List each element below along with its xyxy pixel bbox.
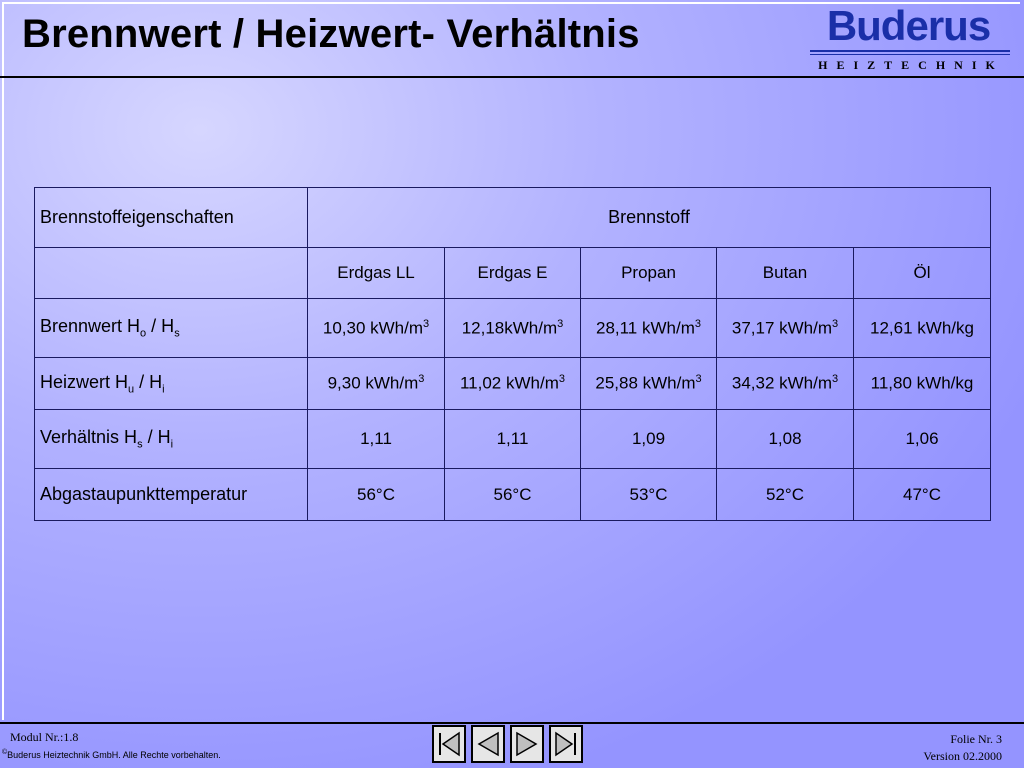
- row-label-abgastaupunkt: [35, 469, 308, 521]
- cell-value: 25,88 kWh/m: [595, 373, 696, 393]
- value-cell: [717, 299, 854, 358]
- value-cell: [717, 410, 854, 469]
- cell-unit-exponent: 3: [557, 317, 564, 330]
- fuel-properties-table: [34, 187, 991, 521]
- copyright-notice: [2, 749, 221, 760]
- cell-unit-exponent: 3: [423, 317, 430, 330]
- value-cell: [854, 358, 991, 410]
- value-cell: [717, 358, 854, 410]
- footer-slide-info: [923, 731, 1002, 765]
- cell-value: 37,17 kWh/m: [731, 318, 833, 338]
- footer-divider: [0, 722, 1024, 724]
- row-label-sep: / H: [146, 316, 175, 337]
- cell-value: 11,80 kWh/kg: [870, 373, 974, 393]
- empty-header-cell: [35, 248, 308, 299]
- row-label-sub: s: [137, 438, 143, 451]
- cell-value: 34,32 kWh/m: [731, 373, 833, 393]
- table-row: [35, 410, 991, 469]
- next-slide-button[interactable]: [510, 725, 544, 763]
- footer-module-info: [2, 730, 221, 760]
- logo-wordmark: Buderus: [826, 2, 991, 49]
- value-cell: [308, 469, 445, 521]
- logo-rule: [810, 50, 1010, 52]
- value-cell: [308, 410, 445, 469]
- version-label: Version 02.2000: [923, 749, 1002, 763]
- last-slide-button[interactable]: [549, 725, 583, 763]
- value-cell: [581, 358, 717, 410]
- slide-title: Brennwert / Heizwert- Verhältnis: [22, 12, 640, 56]
- cell-value: 56°C: [357, 484, 395, 504]
- corner-header: Brennstoffeigenschaften: [35, 188, 308, 248]
- value-cell: [854, 410, 991, 469]
- value-cell: [854, 469, 991, 521]
- fuel-header: Propan: [581, 248, 717, 299]
- cell-value: 1,11: [360, 429, 392, 448]
- value-cell: [308, 358, 445, 410]
- table-row: [35, 469, 991, 521]
- fuel-header: Öl: [854, 248, 991, 299]
- cell-value: 12,61 kWh/kg: [870, 318, 974, 338]
- row-label-text: Abgastaupunkttemperatur: [40, 484, 248, 504]
- value-cell: [308, 299, 445, 358]
- row-label-sub: i: [162, 383, 165, 396]
- title-divider: [0, 76, 1024, 78]
- row-label-sep: / H: [134, 371, 163, 392]
- module-number: Modul Nr.:1.8: [10, 730, 79, 744]
- value-cell: [717, 469, 854, 521]
- slide-navigation: [432, 725, 583, 763]
- slide-number: Folie Nr. 3: [950, 732, 1002, 746]
- previous-slide-button[interactable]: [471, 725, 505, 763]
- fuel-header: Butan: [717, 248, 854, 299]
- cell-value: 53°C: [629, 484, 668, 504]
- cell-value: 12,18kWh/m: [461, 318, 558, 338]
- value-cell: [445, 410, 581, 469]
- value-cell: [445, 299, 581, 358]
- cell-value: 10,30 kWh/m: [322, 318, 424, 338]
- row-label-heizwert: [35, 358, 308, 410]
- value-cell: [445, 469, 581, 521]
- cell-unit-exponent: 3: [418, 373, 425, 386]
- cell-unit-exponent: 3: [694, 317, 701, 330]
- row-label-text: Heizwert H: [40, 371, 129, 392]
- table-row: [35, 358, 991, 410]
- cell-value: 52°C: [766, 484, 804, 504]
- row-label-sub: s: [174, 327, 180, 340]
- cell-value: 28,11 kWh/m: [595, 318, 695, 338]
- logo-tagline: HEIZTECHNIK: [818, 58, 1004, 72]
- value-cell: [581, 299, 717, 358]
- cell-unit-exponent: 3: [695, 373, 702, 386]
- cell-value: 56°C: [493, 484, 532, 504]
- first-slide-icon: [435, 729, 463, 759]
- row-label-text: Brennwert H: [40, 316, 141, 337]
- last-slide-icon: [552, 729, 580, 759]
- copyright-text: Buderus Heiztechnik GmbH. Alle Rechte vorbehalten.: [7, 750, 221, 760]
- value-cell: [581, 410, 717, 469]
- row-label-text: Verhältnis H: [40, 427, 138, 448]
- fuel-header: Erdgas E: [445, 248, 581, 299]
- logo-rule-thin: [810, 54, 1010, 55]
- row-label-sub: o: [140, 327, 147, 340]
- table-row: [35, 299, 991, 358]
- previous-slide-icon: [474, 729, 502, 759]
- fuel-header: Erdgas LL: [308, 248, 445, 299]
- cell-unit-exponent: 3: [832, 317, 839, 330]
- cell-value: 1,08: [768, 429, 802, 448]
- cell-value: 9,30 kWh/m: [327, 373, 419, 393]
- cell-value: 47°C: [903, 484, 941, 504]
- fuel-group-header: Brennstoff: [308, 188, 991, 248]
- row-label-sep: / H: [142, 427, 171, 448]
- cell-unit-exponent: 3: [558, 373, 565, 386]
- cell-value: 11,02 kWh/m: [459, 373, 559, 393]
- copyright-symbol: ©: [2, 749, 8, 756]
- row-label-sub: u: [128, 383, 135, 396]
- cell-value: 1,06: [905, 429, 939, 448]
- value-cell: [581, 469, 717, 521]
- value-cell: [445, 358, 581, 410]
- cell-value: 1,09: [631, 429, 666, 448]
- next-slide-icon: [513, 729, 541, 759]
- cell-unit-exponent: 3: [832, 373, 839, 386]
- value-cell: [854, 299, 991, 358]
- buderus-logo: [806, 2, 1016, 74]
- row-label-sub: i: [170, 438, 174, 451]
- first-slide-button[interactable]: [432, 725, 466, 763]
- cell-value: 1,11: [496, 429, 529, 448]
- row-label-verhaeltnis: [35, 410, 308, 469]
- row-label-brennwert: [35, 299, 308, 358]
